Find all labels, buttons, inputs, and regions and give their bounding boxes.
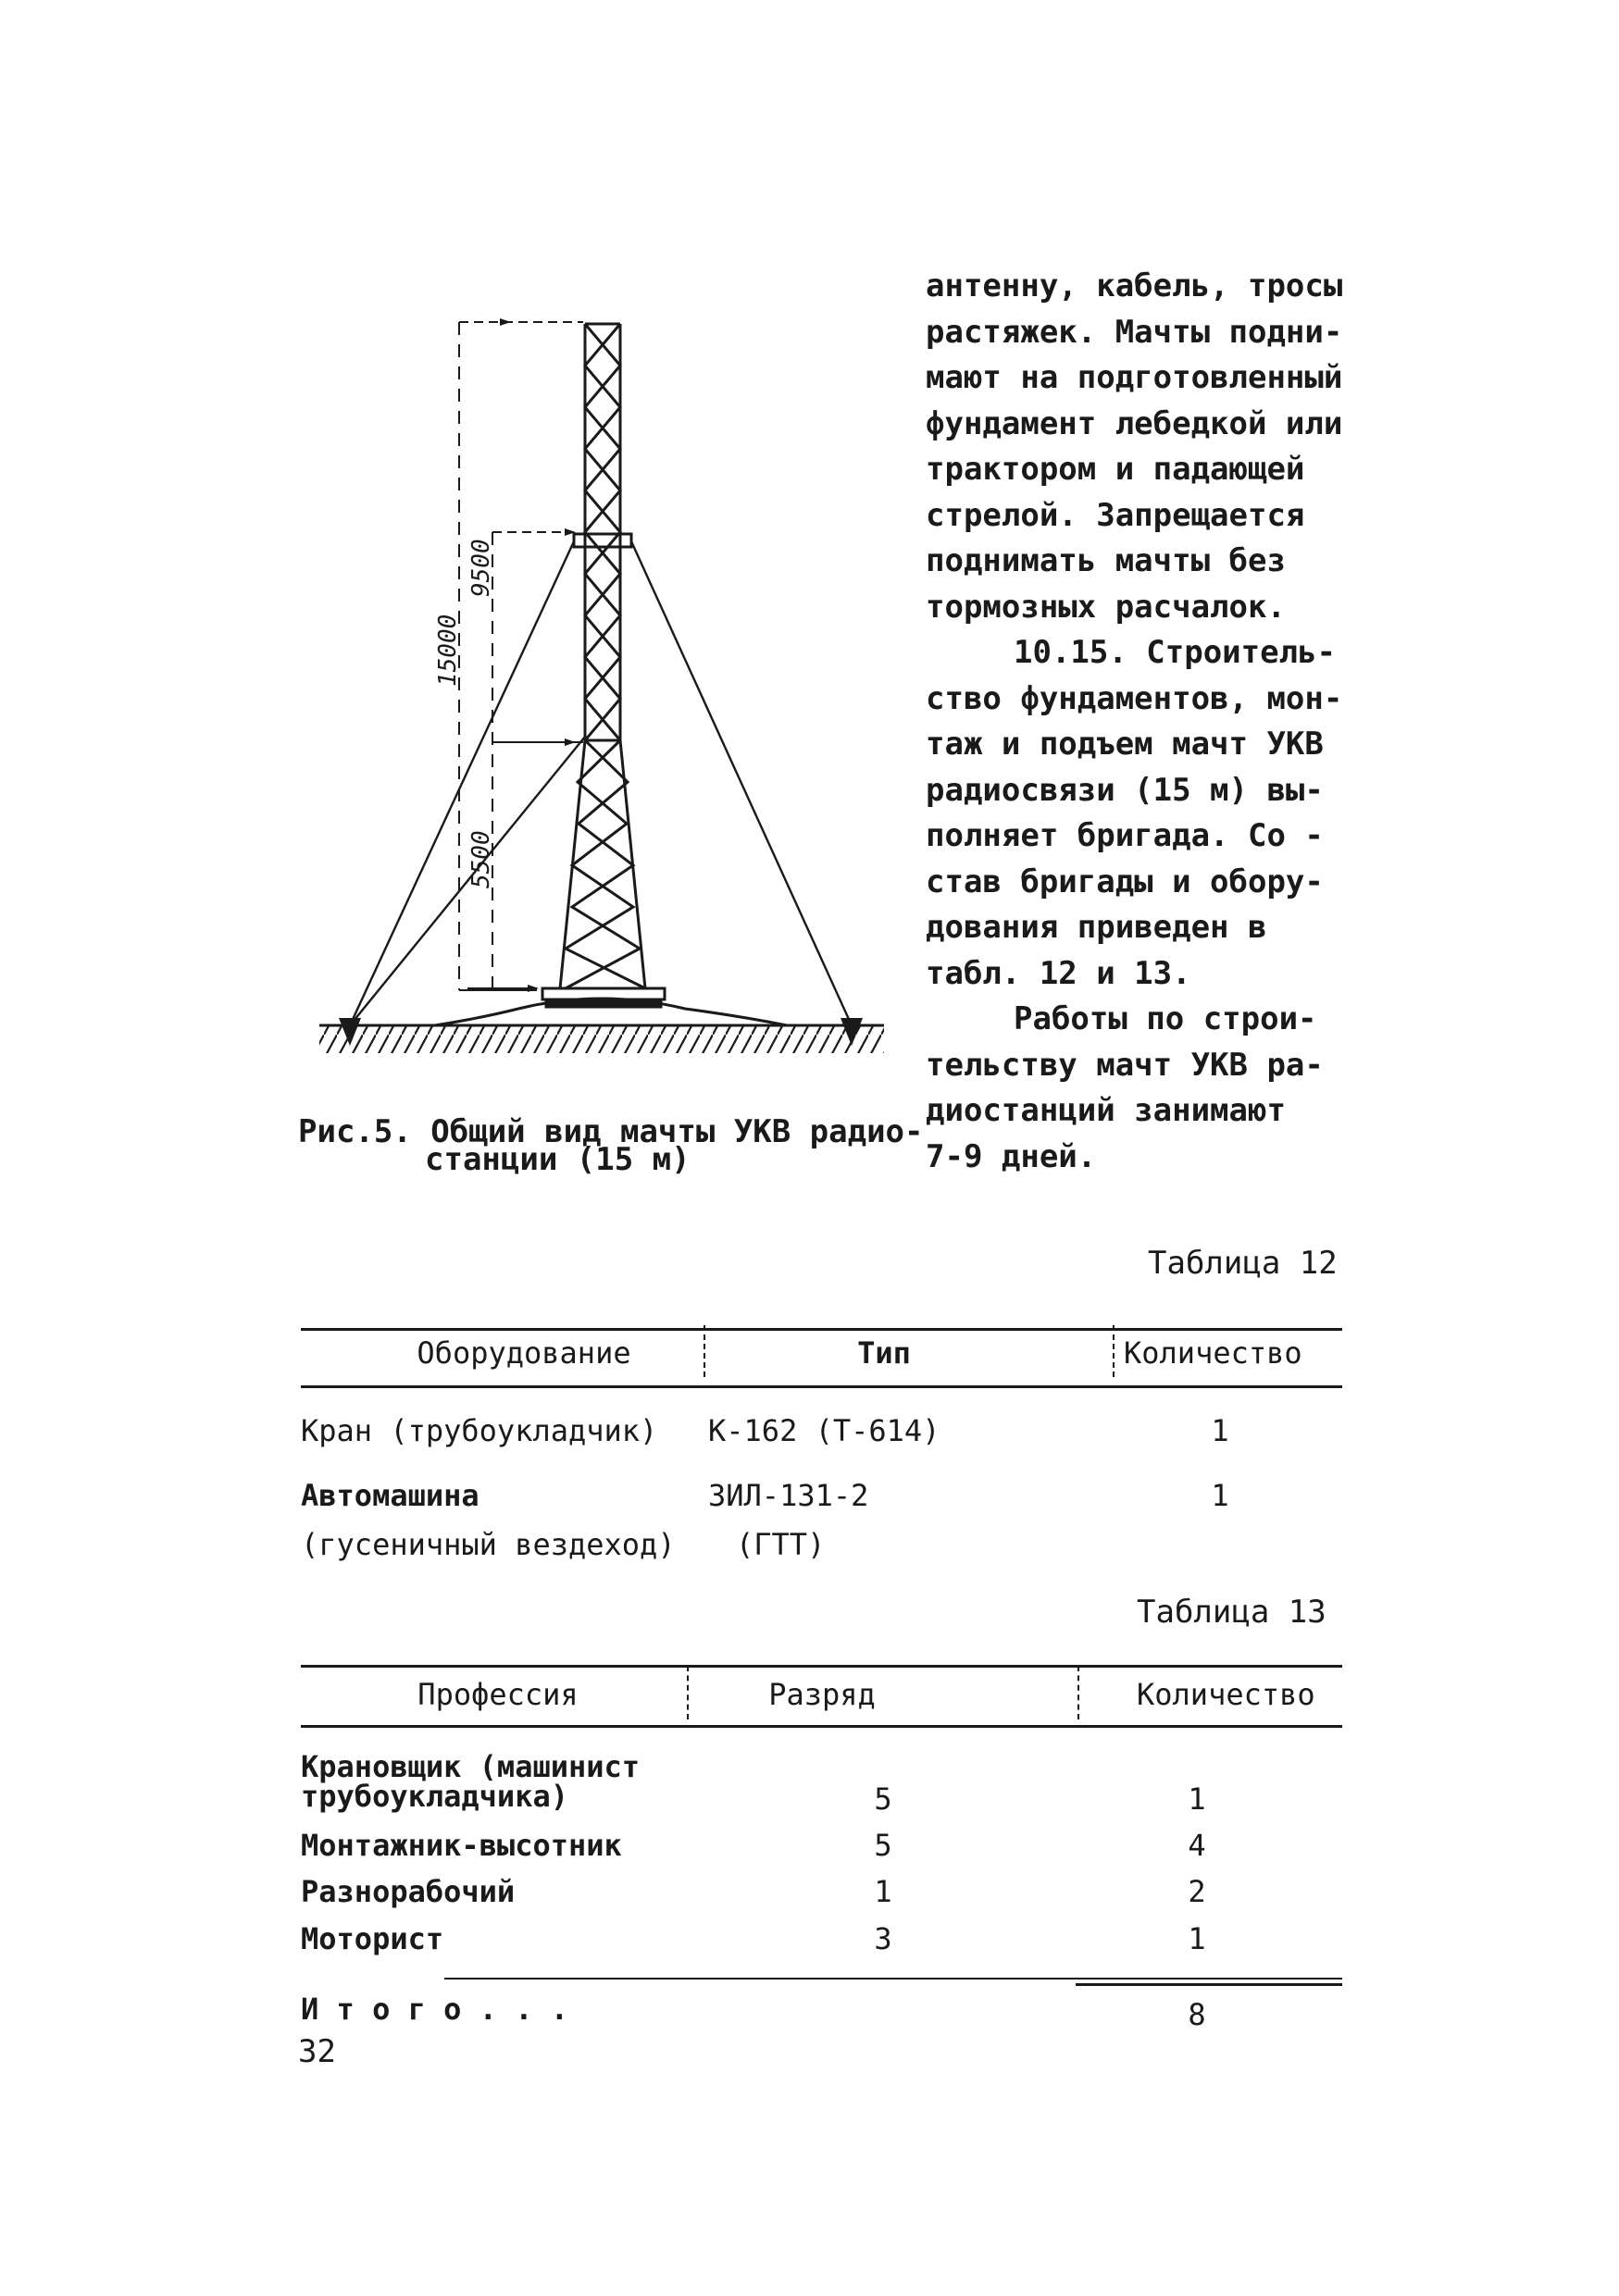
table13-cell-grade: 1 (874, 1874, 892, 1909)
table12-col-separator (1113, 1325, 1115, 1377)
text-line: таж и подъем мачт УКВ (926, 726, 1324, 763)
table12-header-equipment: Оборудование (417, 1335, 631, 1371)
text-line: ство фундаментов, мон- (926, 679, 1343, 717)
table13-total-rule-bold (1076, 1983, 1342, 1986)
mast-collar (574, 534, 631, 547)
dim-total-label: 15000 (434, 614, 462, 687)
table13-cell-qty: 1 (1188, 1781, 1206, 1817)
text-line: диостанций занимают (926, 1092, 1286, 1129)
text-line: трактором и падающей (926, 451, 1305, 488)
text-line: 10.15. Строитель- (1014, 634, 1336, 671)
text-line: фундамент лебедкой или (926, 404, 1343, 442)
page-number: 32 (298, 2033, 336, 2070)
body-text-column (926, 264, 1351, 1180)
table13-header-grade: Разряд (768, 1677, 876, 1712)
table12-title: Таблица 12 (1148, 1245, 1338, 1282)
table13-cell-grade: 3 (874, 1921, 892, 1956)
text-line: тельству мачт УКВ ра- (926, 1046, 1324, 1084)
text-line: став бригады и обору- (926, 863, 1324, 900)
text-line: стрелой. Запрещается (926, 496, 1305, 534)
table13-header-quantity: Количество (1137, 1677, 1315, 1712)
table12-header-type: Тип (857, 1335, 911, 1371)
text-line: тормозных расчалок. (926, 588, 1286, 626)
figure-caption (298, 1113, 924, 1178)
mast-base (435, 988, 787, 1025)
table13-cell-grade: 5 (874, 1828, 892, 1863)
text-line: антенну, кабель, тросы (926, 267, 1343, 304)
table13-cell-name-cont: трубоукладчика) (301, 1779, 568, 1814)
table13-cell-qty: 4 (1188, 1828, 1206, 1863)
table13-col-separator (1077, 1666, 1079, 1719)
upper-lattice (585, 324, 620, 740)
text-line: полняет бригада. Со - (926, 817, 1324, 854)
dim-upper-label: 9500 (467, 539, 495, 597)
table13-cell-name: Монтажник-высотник (301, 1828, 622, 1863)
text-line: мают на подготовленный (926, 359, 1343, 396)
table13-cell-name: Разнорабочий (301, 1874, 516, 1909)
ground-hatch (319, 1025, 884, 1053)
text-line: поднимать мачты без (926, 542, 1286, 579)
dim-lower-label: 5500 (467, 830, 495, 888)
table12-cell-name: Кран (трубоукладчик) (301, 1413, 658, 1448)
table12-top-rule (301, 1328, 1342, 1331)
table13-cell-name: Моторист (301, 1921, 444, 1956)
table12-cell-qty: 1 (1211, 1413, 1229, 1448)
table12-header-quantity: Количество (1124, 1335, 1302, 1371)
caption-line-2: станции (15 м) (425, 1141, 691, 1178)
table12-header-rule (301, 1385, 1342, 1388)
text-line: растяжек. Мачты подни- (926, 313, 1343, 351)
table13-top-rule (301, 1665, 1342, 1668)
guy-wires (350, 541, 852, 1025)
table12-cell-qty: 1 (1211, 1478, 1229, 1513)
table12-cell-name: Автомашина (301, 1478, 479, 1513)
table12-cell-name-cont: (гусеничный вездеход) (301, 1527, 676, 1562)
table12-cell-type: К-162 (Т-614) (708, 1413, 940, 1448)
dimension-arrows (500, 318, 576, 992)
lower-lattice (560, 740, 645, 988)
text-line: табл. 12 и 13. (926, 954, 1191, 992)
text-line: радиосвязи (15 м) вы- (926, 771, 1324, 809)
table13-cell-qty: 2 (1188, 1874, 1206, 1909)
table13-col-separator (687, 1666, 689, 1719)
dimension-labels (434, 539, 495, 888)
table12-cell-type-cont: (ГТТ) (736, 1527, 826, 1562)
table13-cell-grade: 5 (874, 1781, 892, 1817)
text-line: 7-9 дней. (926, 1137, 1097, 1175)
text-line: дования приведен в (926, 909, 1267, 946)
table13-total-rule (444, 1978, 1342, 1980)
table13-title: Таблица 13 (1137, 1594, 1326, 1631)
table12-col-separator (704, 1325, 705, 1377)
mast-figure (0, 0, 926, 1111)
table13-total-label: И т о г о . . . (301, 1992, 568, 2027)
table13-cell-name: Крановщик (машинист (301, 1749, 641, 1784)
table13-total-value: 8 (1188, 1997, 1206, 2032)
table13-header-rule (301, 1725, 1342, 1728)
caption-line-1: Рис.5. Общий вид мачты УКВ радио- (298, 1113, 924, 1150)
table13-cell-qty: 1 (1188, 1921, 1206, 1956)
table12-cell-type: ЗИЛ-131-2 (708, 1478, 869, 1513)
table13-header-profession: Профессия (417, 1677, 579, 1712)
text-line: Работы по строи- (1014, 1000, 1317, 1037)
